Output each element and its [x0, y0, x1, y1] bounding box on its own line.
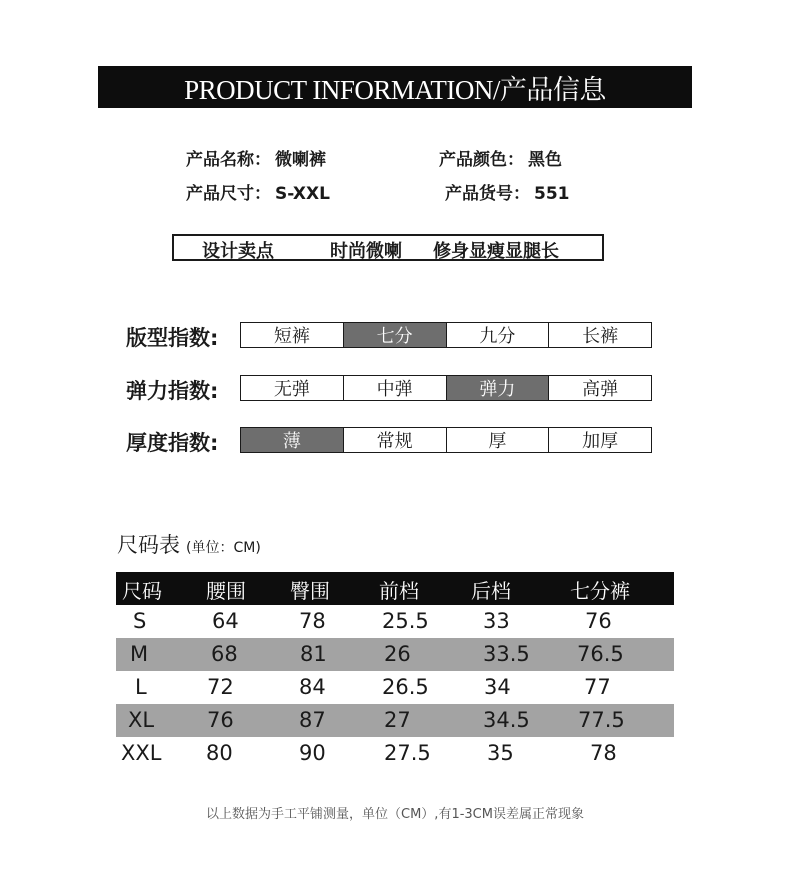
selling-points-box	[172, 234, 604, 261]
header-cell: 七分裤	[570, 579, 630, 603]
thickness-option: 常规	[344, 428, 447, 452]
table-cell: 25.5	[382, 609, 429, 633]
table-cell: 26.5	[382, 675, 429, 699]
product-sku	[445, 179, 570, 204]
product-size-label: 产品尺寸：	[186, 184, 271, 204]
table-cell: 27	[384, 708, 411, 732]
size-chart-unit: (单位：CM)	[186, 540, 261, 556]
table-cell: 87	[299, 708, 326, 732]
thickness-index-label: 厚度指数:	[126, 431, 219, 455]
product-color-label: 产品颜色：	[439, 150, 524, 170]
selling-point-2: 修身显瘦显腿长	[433, 241, 559, 262]
table-cell: 76	[207, 708, 234, 732]
size-table	[116, 572, 674, 770]
fit-index-label: 版型指数:	[126, 326, 219, 350]
table-cell: 90	[299, 741, 326, 765]
product-sku-label: 产品货号：	[445, 184, 530, 204]
table-cell: 77	[584, 675, 611, 699]
table-cell: 34	[484, 675, 511, 699]
stretch-option: 高弹	[582, 379, 619, 400]
table-cell: 64	[212, 609, 239, 633]
table-cell: 81	[300, 642, 327, 666]
thickness-option: 厚	[447, 428, 550, 452]
stretch-option: 无弹	[241, 376, 344, 400]
header-cell: 臀围	[290, 579, 330, 603]
table-cell: 76	[585, 609, 612, 633]
table-row	[116, 605, 674, 638]
table-cell: S	[133, 609, 147, 633]
table-cell: 84	[299, 675, 326, 699]
header-cell: 后档	[471, 579, 511, 603]
product-size-value: S-XXL	[275, 184, 330, 204]
stretch-option: 弹力	[447, 376, 550, 400]
table-cell: 26	[384, 642, 411, 666]
stretch-option: 中弹	[344, 376, 447, 400]
table-cell: 78	[590, 741, 617, 765]
table-cell: 80	[206, 741, 233, 765]
thickness-index-scale	[240, 427, 652, 453]
fit-option: 九分	[447, 323, 550, 347]
table-cell: 33	[483, 609, 510, 633]
table-cell: 78	[299, 609, 326, 633]
table-cell: 34.5	[483, 708, 530, 732]
stretch-index-label: 弹力指数:	[126, 379, 219, 403]
size-chart-title	[117, 529, 261, 559]
product-info-banner	[98, 66, 692, 108]
table-cell: M	[130, 642, 149, 666]
header-cell: 前档	[379, 579, 419, 603]
fit-index-scale	[240, 322, 652, 348]
thickness-option: 加厚	[582, 431, 619, 452]
product-color	[439, 145, 562, 170]
table-row	[116, 638, 674, 671]
table-cell: 76.5	[577, 642, 624, 666]
selling-points-label: 设计卖点	[202, 241, 274, 262]
table-cell: 33.5	[483, 642, 530, 666]
table-cell: 35	[487, 741, 514, 765]
table-row	[116, 737, 674, 770]
product-name	[186, 145, 326, 170]
product-sku-value: 551	[534, 184, 570, 204]
fit-option: 长裤	[582, 326, 619, 347]
size-table-header	[116, 572, 674, 605]
stretch-index-scale	[240, 375, 652, 401]
table-cell: 27.5	[384, 741, 431, 765]
banner-title: PRODUCT INFORMATION/产品信息	[184, 74, 606, 105]
size-chart-title-text: 尺码表	[117, 533, 180, 557]
product-color-value: 黑色	[528, 150, 562, 170]
table-cell: XXL	[121, 741, 162, 765]
product-name-label: 产品名称：	[186, 150, 271, 170]
fit-option: 七分	[344, 323, 447, 347]
table-cell: XL	[128, 708, 155, 732]
product-name-value: 微喇裤	[275, 150, 326, 170]
header-cell: 腰围	[206, 579, 246, 603]
header-cell: 尺码	[122, 579, 162, 603]
table-row	[116, 671, 674, 704]
table-cell: 77.5	[578, 708, 625, 732]
selling-point-1: 时尚微喇	[330, 241, 402, 262]
table-cell: 68	[211, 642, 238, 666]
table-cell: L	[135, 675, 147, 699]
product-size	[186, 179, 330, 204]
fit-option: 短裤	[241, 323, 344, 347]
table-row	[116, 704, 674, 737]
thickness-option: 薄	[241, 428, 344, 452]
table-cell: 72	[207, 675, 234, 699]
measurement-note: 以上数据为手工平铺测量，单位（CM）,有1-3CM误差属正常现象	[206, 807, 584, 822]
